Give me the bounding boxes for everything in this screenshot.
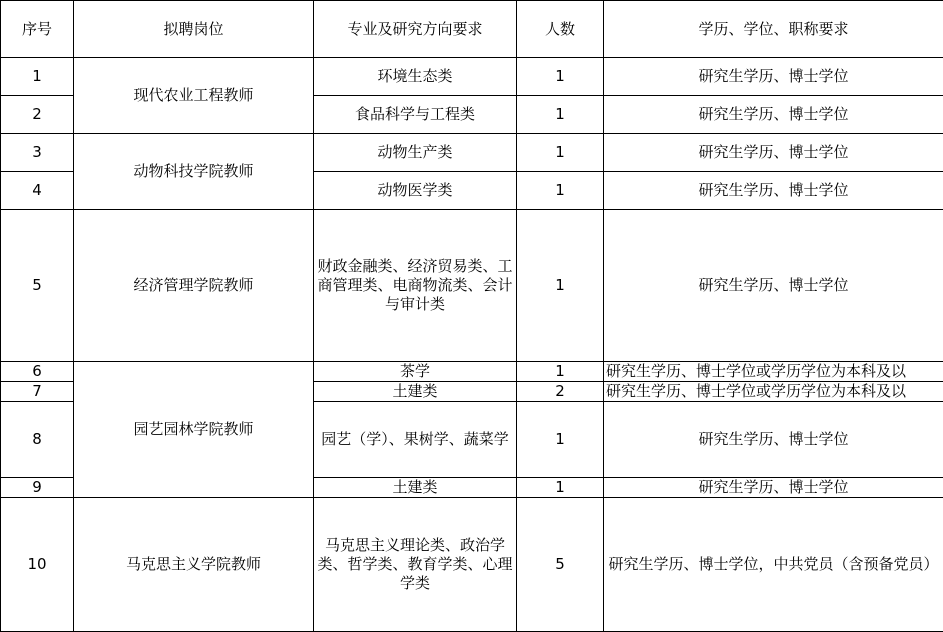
row-major: 环境生态类 [314,58,517,96]
row-count: 1 [517,478,604,498]
row-count: 1 [517,96,604,134]
row-position: 动物科技学院教师 [74,134,314,210]
row-major: 动物生产类 [314,134,517,172]
header-degree: 学历、学位、职称要求 [604,1,943,58]
row-degree: 研究生学历、博士学位 [604,172,943,210]
header-seq: 序号 [1,1,74,58]
table-row [1,362,943,382]
row-major: 动物医学类 [314,172,517,210]
row-seq: 10 [1,498,74,632]
row-seq: 3 [1,134,74,172]
row-count: 1 [517,362,604,382]
row-position: 园艺园林学院教师 [74,362,314,498]
row-seq: 7 [1,382,74,402]
row-seq: 4 [1,172,74,210]
row-count: 1 [517,58,604,96]
row-degree: 研究生学历、博士学位 [604,134,943,172]
row-degree: 研究生学历、博士学位或学历学位为本科及以 [604,362,943,382]
row-position: 经济管理学院教师 [74,210,314,362]
table-row [1,498,943,632]
row-degree: 研究生学历、博士学位或学历学位为本科及以 [604,382,943,402]
row-count: 1 [517,210,604,362]
row-count: 1 [517,172,604,210]
row-seq: 1 [1,58,74,96]
row-position: 马克思主义学院教师 [74,498,314,632]
row-major: 园艺（学）、果树学、蔬菜学 [314,402,517,478]
row-degree: 研究生学历、博士学位 [604,402,943,478]
row-major: 土建类 [314,478,517,498]
row-position: 现代农业工程教师 [74,58,314,134]
row-degree: 研究生学历、博士学位 [604,210,943,362]
row-major: 财政金融类、经济贸易类、工商管理类、电商物流类、会计与审计类 [314,210,517,362]
row-count: 5 [517,498,604,632]
row-major: 土建类 [314,382,517,402]
row-degree: 研究生学历、博士学位，中共党员（含预备党员） [604,498,943,632]
table-row [1,210,943,362]
row-major: 马克思主义理论类、政治学类、哲学类、教育学类、心理学类 [314,498,517,632]
table-header-row [1,1,943,58]
row-degree: 研究生学历、博士学位 [604,58,943,96]
row-count: 1 [517,402,604,478]
row-seq: 9 [1,478,74,498]
header-position: 拟聘岗位 [74,1,314,58]
row-seq: 2 [1,96,74,134]
row-degree: 研究生学历、博士学位 [604,478,943,498]
row-seq: 6 [1,362,74,382]
row-major: 食品科学与工程类 [314,96,517,134]
table-row [1,58,943,96]
row-count: 1 [517,134,604,172]
table-row [1,134,943,172]
row-seq: 8 [1,402,74,478]
row-seq: 5 [1,210,74,362]
header-count: 人数 [517,1,604,58]
row-major: 茶学 [314,362,517,382]
header-major: 专业及研究方向要求 [314,1,517,58]
row-count: 2 [517,382,604,402]
row-degree: 研究生学历、博士学位 [604,96,943,134]
